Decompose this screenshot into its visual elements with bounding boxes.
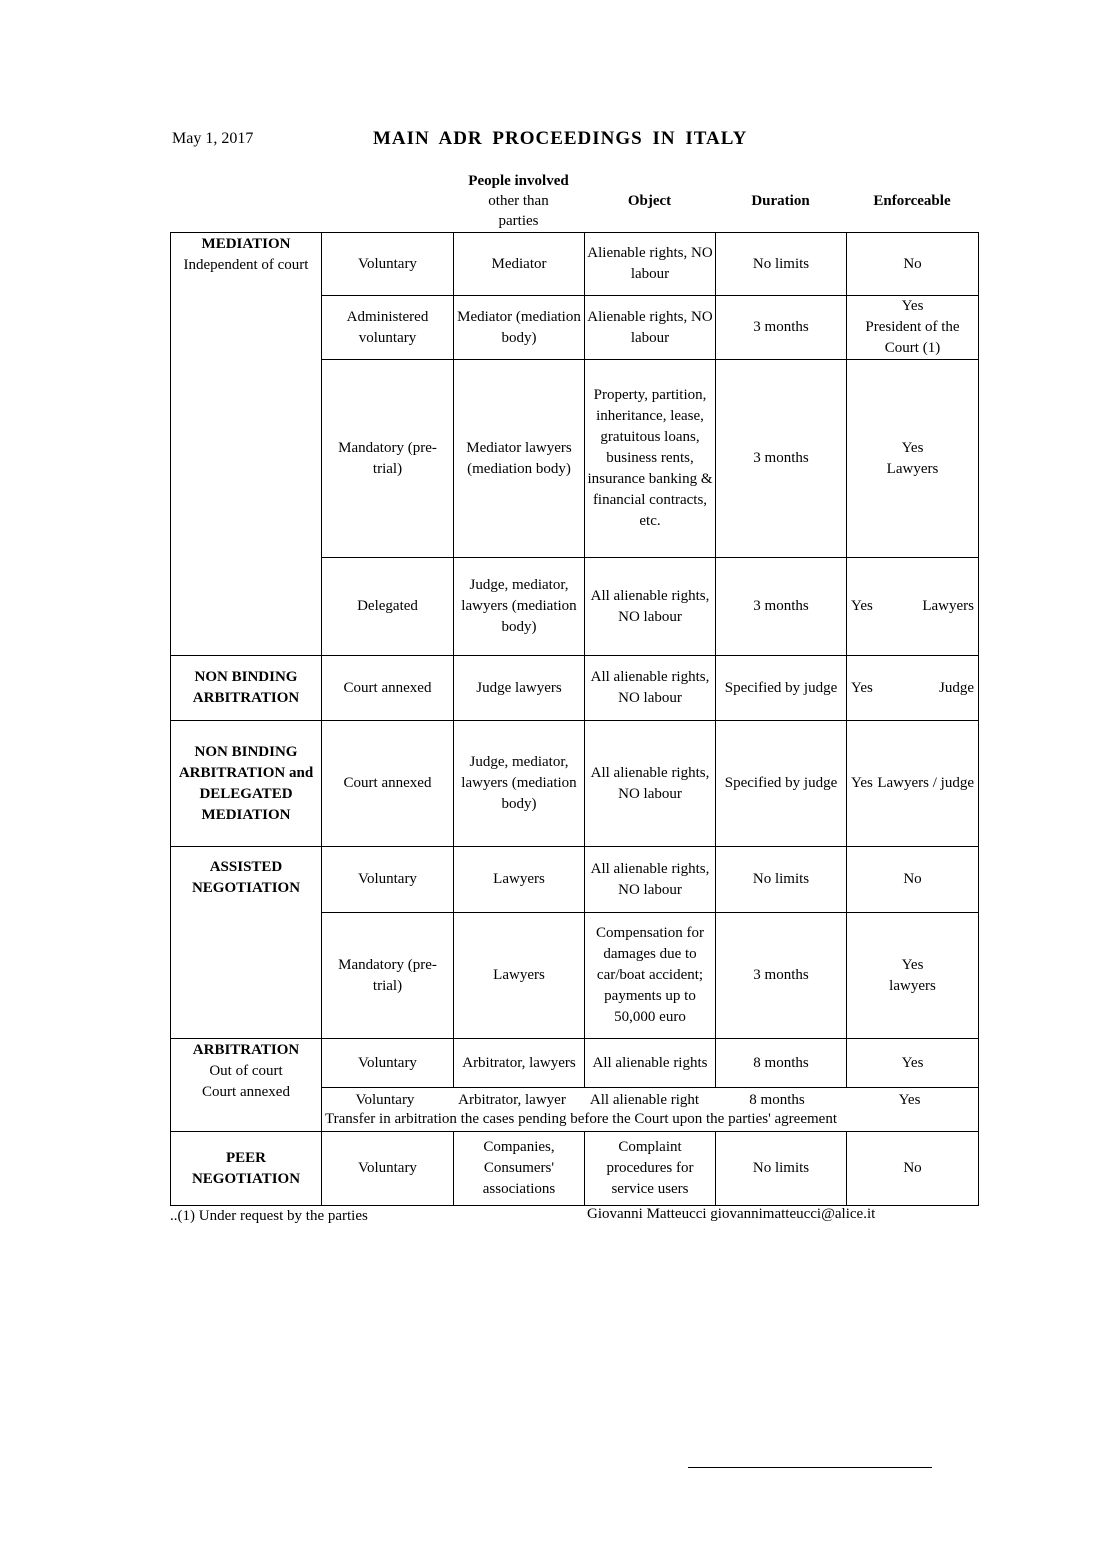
duration-cell: 8 months (716, 1039, 847, 1088)
duration-cell: No limits (716, 1132, 847, 1206)
object-cell: Property, partition, inheritance, lease, gratuitous loans, business rents, insurance banking & financial contracts, etc. (585, 360, 716, 558)
people-cell: Mediator (454, 233, 585, 296)
people-header-line3: parties (498, 213, 539, 229)
arbitration-court-annexed-cell: Voluntary Arbitrator, lawyer All alienable right 8 months Yes Transfer in arbitration the cases pending before the Court upon the parties' agreement (322, 1088, 979, 1132)
category-peer: PEER NEGOTIATION (171, 1132, 322, 1206)
author-contact: Giovanni Matteucci giovannimatteucci@alice.it (587, 1206, 876, 1222)
enforceable-cell: Yes President of the Court (1) (847, 296, 979, 360)
type-cell: Voluntary (322, 233, 454, 296)
object-cell: Compensation for damages due to car/boat accident; payments up to 50,000 euro (585, 913, 716, 1039)
category-mediation: MEDIATION Independent of court (171, 233, 322, 656)
table-row (171, 1132, 979, 1206)
type-cell: Mandatory (pre-trial) (322, 913, 454, 1039)
document-title: MAIN ADR PROCEEDINGS IN ITALY (373, 128, 748, 149)
type-cell: Voluntary (322, 1039, 454, 1088)
enforceable-cell: No (847, 233, 979, 296)
object-cell: Alienable rights, NO labour (585, 296, 716, 360)
type-cell: Administered voluntary (322, 296, 454, 360)
enforceable-cell: Yes Lawyers / judge (847, 721, 979, 847)
enforceable-cell: No (847, 1132, 979, 1206)
category-nonbinding-delegated: NON BINDING ARBITRATION and DELEGATED MEDIATION (171, 721, 322, 847)
column-header-object: Object (627, 193, 672, 209)
category-arbitration: ARBITRATION Out of court Court annexed (171, 1039, 322, 1132)
enforceable-cell: Yes Judge (847, 656, 979, 721)
footnote: ..(1) Under request by the parties (170, 1208, 368, 1224)
category-assisted: ASSISTED NEGOTIATION (171, 847, 322, 1039)
table-row (171, 656, 979, 721)
type-cell: Voluntary (322, 847, 454, 913)
table-row (171, 847, 979, 913)
people-cell: Lawyers (454, 913, 585, 1039)
enforceable-cell: Yes Lawyers (847, 360, 979, 558)
column-header-people (453, 170, 584, 232)
people-cell: Mediator (mediation body) (454, 296, 585, 360)
object-cell: All alienable rights, NO labour (585, 558, 716, 656)
duration-cell: 3 months (716, 296, 847, 360)
enforceable-cell: Yes Lawyers (847, 558, 979, 656)
people-cell: Mediator lawyers (mediation body) (454, 360, 585, 558)
people-cell: Lawyers (454, 847, 585, 913)
enforceable-cell: Yes lawyers (847, 913, 979, 1039)
duration-cell: 3 months (716, 360, 847, 558)
enforceable-cell: Yes (847, 1039, 979, 1088)
people-cell: Companies, Consumers' associations (454, 1132, 585, 1206)
people-cell: Arbitrator, lawyers (454, 1039, 585, 1088)
people-cell: Judge, mediator, lawyers (mediation body) (454, 558, 585, 656)
adr-table (170, 232, 979, 1206)
table-row (171, 1039, 979, 1088)
category-nonbinding: NON BINDING ARBITRATION (171, 656, 322, 721)
footer-rule (688, 1467, 932, 1468)
object-cell: Alienable rights, NO labour (585, 233, 716, 296)
object-cell: All alienable rights, NO labour (585, 847, 716, 913)
people-cell: Judge, mediator, lawyers (mediation body) (454, 721, 585, 847)
duration-cell: 3 months (716, 558, 847, 656)
duration-cell: No limits (716, 847, 847, 913)
duration-cell: Specified by judge (716, 656, 847, 721)
column-header-enforceable: Enforceable (873, 193, 951, 209)
enforceable-cell: No (847, 847, 979, 913)
object-cell: Complaint procedures for service users (585, 1132, 716, 1206)
type-cell: Court annexed (322, 721, 454, 847)
object-cell: All alienable rights (585, 1039, 716, 1088)
type-cell: Mandatory (pre-trial) (322, 360, 454, 558)
column-header-duration: Duration (751, 193, 810, 209)
duration-cell: No limits (716, 233, 847, 296)
table-row (171, 721, 979, 847)
people-header-line1: People involved (468, 173, 569, 189)
duration-cell: Specified by judge (716, 721, 847, 847)
type-cell: Voluntary (322, 1132, 454, 1206)
transfer-note: Transfer in arbitration the cases pending before the Court upon the parties' agreement (325, 1110, 837, 1127)
type-cell: Delegated (322, 558, 454, 656)
document-date: May 1, 2017 (172, 130, 254, 147)
type-cell: Court annexed (322, 656, 454, 721)
object-cell: All alienable rights, NO labour (585, 721, 716, 847)
people-header-line2: other than (488, 193, 549, 209)
table-row (171, 233, 979, 296)
duration-cell: 3 months (716, 913, 847, 1039)
people-cell: Judge lawyers (454, 656, 585, 721)
object-cell: All alienable rights, NO labour (585, 656, 716, 721)
